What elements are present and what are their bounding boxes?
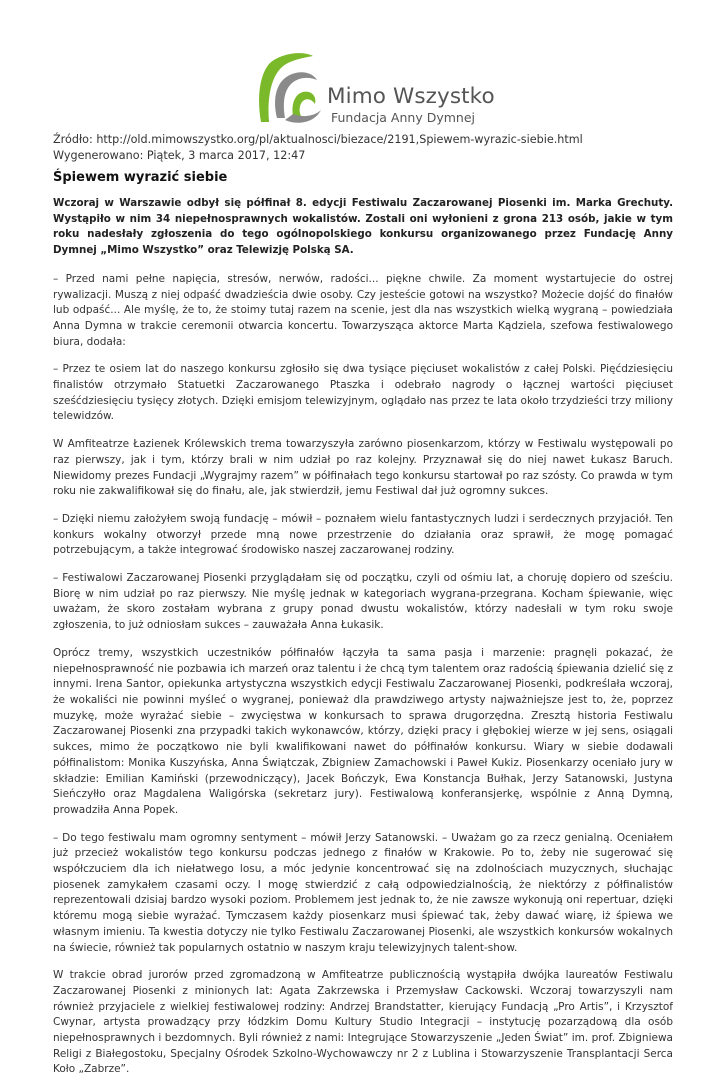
article-paragraph: W Amfiteatrze Łazienek Królewskich trema towarzyszyła zarówno piosenkarzom, którzy w Festiwalu występowali po raz pierwszy, jak i tym, którzy brali w nim udział po raz kolejny. Przyznawał się do niej nawet Łukasz Baruch. Niewidomy prezes Fundacji „Wygrajmy razem” w półfinałach tego konkursu startował po raz szósty. Co prawda w tym roku nie zakwalifikował się do finału, ale, jak stwierdził, jemu Festiwal dał już ogromny sukces. [53,438,673,498]
article-paragraph: W trakcie obrad jurorów przed zgromadzoną w Amfiteatrze publicznością wystąpiła dwójka laureatów Festiwalu Zaczarowanej Piosenki z minionych lat: Agata Zakrzewska i Przemysław Cackowski. Wczoraj towarzyszyli nam również przyjaciele z wielkiej festiwalowej rodziny: Andrzej Brandstatter, kierujący Fundacją „Pro Artis”, i Krzysztof Cwynar, artysta prowadzący przy łódzkim Domu Kultury Studio Integracji – instytucję pozarządową dla osób niepełnosprawnych i bezdomnych. Byli również z nami: Integrujące Stowarzyszenie „Jeden Świat” im. prof. Zbigniewa Religi z Białegostoku, Specjalny Ośrodek Szkolno-Wychowawczy nr 2 z Lublina i Stowarzyszenie Transplantacji Serca Koło „Zabrze”. [53,969,673,1076]
article-paragraph: – Festiwalowi Zaczarowanej Piosenki przyglądałam się od początku, czyli od ośmiu lat, a choruję dopiero od sześciu. Biorę w nim udział po raz pierwszy. Nie myślę jednak w kategoriach wygrana-przegrana. Kocham śpiewanie, więc uważam, że skoro zostałam wybrana z grupy ponad dwustu wokalistów, którzy nadesłali w tym roku swoje zgłoszenia, to już odniosłam sukces – zauważała Anna Łukasik. [53,572,673,632]
article-body [53,196,673,1090]
logo [255,52,495,132]
article-paragraph: – Do tego festiwalu mam ogromny sentyment – mówił Jerzy Satanowski. – Uważam go za rzecz genialną. Oceniałem już przecież wokalistów tego konkursu podczas jednego z finałów w Krakowie. Po to, żeby nie sugerować się współczuciem dla ich niełatwego losu, a móc jedynie koncentrować się na zdolnościach muzycznych, słuchając piosenek zamykałem czasami oczy. I mogę stwierdzić z całą odpowiedzialnością, że niektórzy z półfinalistów reprezentowali dzisiaj bardzo wysoki poziom. Problemem jest jednak to, że nie zawsze wykonują oni repertuar, dzięki któremu mogą siebie wyrażać. Tymczasem każdy piosenkarz musi śpiewać tak, żeby dawać wiarę, iż śpiewa we własnym imieniu. Ta kwestia dotyczy nie tylko Festiwalu Zaczarowanej Piosenki, ale wszystkich konkursów wokalnych na świecie, również tak popularnych ostatnio w naszym kraju telewizyjnych talent-show. [53,831,673,954]
source-url[interactable]: Źródło: http://old.mimowszystko.org/pl/aktualnosci/biezace/2191,Spiewem-wyrazic-siebie.html [53,133,583,146]
document-meta [53,132,583,163]
logo-subtitle: Fundacja Anny Dymnej [331,110,475,125]
logo-name: Mimo Wszystko [327,84,495,109]
article-paragraph: Oprócz tremy, wszystkich uczestników półfinałów łączyła ta sama pasja i marzenie: pragnęli pokazać, że niepełnosprawność nie pozbawia ich marzeń oraz talentu i że chcą tym talentem oraz radością śpiewania dzielić się z innymi. Irena Santor, opiekunka artystyczna wszystkich edycji Festiwalu Zaczarowanej Piosenki, podkreślała wczoraj, że wokaliści nie powinni myśleć o wygranej, ponieważ dla prawdziwego artysty najważniejsze jest to, że, poprzez muzykę, może wyrażać siebie – zwycięstwa w konkursach to sprawa drugorzędna. Zresztą historia Festiwalu Zaczarowanej Piosenki zna przypadki takich wykonawców, którzy, dzięki pracy i głębokiej wierze w jej sens, osiągali sukces, mimo że początkowo nie byli kwalifikowani nawet do półfinałów konkursu. Wiary w siebie dodawali półfinalistom: Monika Kuszyńska, Anna Świątczak, Zbigniew Zamachowski i Paweł Kukiz. Piosenkarzy oceniało jury w składzie: Emilian Kamiński (przewodniczący), Jacek Bończyk, Ewa Konstancja Bułhak, Jerzy Satanowski, Justyna Sieńczyłło oraz Magdalena Waligórska (sekretarz jury). Festiwalową konferansjerkę, wspólnie z Anną Dymną, prowadziła Anna Popek. [53,646,673,816]
article-paragraph: – Przez te osiem lat do naszego konkursu zgłosiło się dwa tysiące pięciuset wokalistów z całej Polski. Pięćdziesięciu finalistów otrzymało Statuetki Zaczarowanego Ptaszka i odebrało nagrody o łącznej wartości pięciuset sześćdziesięciu tysięcy złotych. Dzięki emisjom telewizyjnym, oglądało nas przez te lata około trzydzieści trzy miliony telewidzów. [53,363,673,423]
generated-date: Wygenerowano: Piątek, 3 marca 2017, 12:47 [53,148,306,162]
article-paragraph: – Dzięki niemu założyłem swoją fundację – mówił – poznałem wielu fantastycznych ludzi i serdecznych przyjaciół. Ten konkurs wokalny otworzył przede mną nowe przestrzenie do działania oraz sprawił, że mogę pomagać potrzebującym, a także integrować środowisko naszej zaczarowanej rodziny. [53,512,673,557]
spiral-logo-icon [255,52,325,128]
article-paragraph: – Przed nami pełne napięcia, stresów, nerwów, radości... piękne chwile. Za moment wystartujecie do ostrej rywalizacji. Muszą z niej odpaść dwadzieścia dwie osoby. Czy jesteście gotowi na wszystko? Możecie dojść do finałów lub odpaść... Ale myślę, że to, że stoimy tutaj razem na scenie, jest dla nas wszystkich wielką wygraną – powiedziała Anna Dymna w trakcie ceremonii otwarcia koncertu. Towarzysząca aktorce Marta Kądziela, szefowa festiwalowego biura, dodała: [53,272,673,348]
article-lead: Wczoraj w Warszawie odbył się półfinał 8. edycji Festiwalu Zaczarowanej Piosenki im. Marka Grechuty. Wystąpiło w nim 34 niepełnosprawnych wokalistów. Zostali oni wyłonieni z grona 213 osób, jakie w tym roku nadesłały zgłoszenia do tego ogólnopolskiego konkursu organizowanego przez Fundację Anny Dymnej „Mimo Wszystko” oraz Telewizję Polską SA. [53,197,673,257]
article-title: Śpiewem wyrazić siebie [53,170,228,185]
